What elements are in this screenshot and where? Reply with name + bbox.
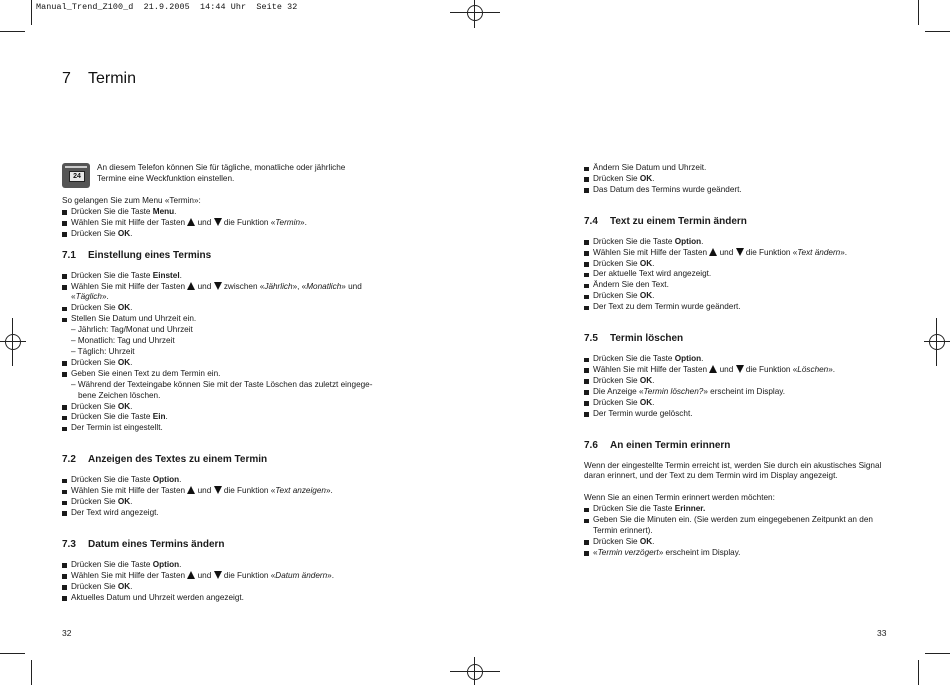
arrow-down-icon: [736, 365, 744, 373]
list-item: Geben Sie einen Text zu dem Termin ein.: [62, 369, 382, 380]
paragraph: Wenn der eingestellte Termin erreicht ist, werden Sie durch ein akustisches Signal: [584, 460, 882, 470]
registration-mark: [467, 664, 483, 680]
section-heading: 7.2 Anzeigen des Textes zu einem Termin: [62, 454, 268, 466]
crop-mark: [0, 31, 25, 32]
section-heading: 7.3 Datum eines Termins ändern: [62, 538, 225, 550]
list-item: Drücken Sie OK.: [62, 358, 382, 369]
list-item: «Termin verzögert» erscheint im Display.: [584, 548, 894, 559]
list-item: Geben Sie die Minuten ein. (Sie werden zum eingegebenen Zeitpunkt an den Termin erinnert).: [584, 515, 894, 537]
left-intro: [97, 163, 387, 185]
list-item: Drücken Sie OK.: [62, 402, 382, 413]
section-heading: 7.5 Termin löschen: [584, 333, 684, 345]
list-item: Drücken Sie die Taste Option.: [584, 237, 894, 248]
chapter-name: Termin: [88, 70, 137, 87]
arrow-down-icon: [214, 282, 222, 290]
list-item: Aktuelles Datum und Uhrzeit werden angezeigt.: [62, 593, 382, 604]
registration-mark: [5, 334, 21, 350]
calendar-icon-face: 24: [69, 171, 85, 182]
list-subitem: – Jährlich: Tag/Monat und Uhrzeit: [71, 325, 193, 335]
list-subitem: – Monatlich: Tag und Uhrzeit: [71, 336, 175, 346]
section-list: [62, 271, 382, 435]
chapter-title: [62, 70, 136, 88]
page-number-left: 32: [62, 628, 72, 638]
registration-line: [936, 318, 937, 366]
section-list: [584, 237, 894, 313]
registration-line: [450, 671, 500, 672]
page-number-right: 33: [877, 628, 887, 638]
paragraph: Wenn Sie an einen Termin erinnert werden möchten:: [584, 493, 775, 503]
access-text: So gelangen Sie zum Menu «Termin»:: [62, 196, 201, 205]
paragraph: daran erinnert, und der Text zu dem Termin wird im Display angezeigt.: [584, 471, 838, 481]
chapter-number: 7: [62, 70, 71, 87]
list-item: Wählen Sie mit Hilfe der Tasten und die Funktion «Löschen».: [584, 365, 894, 376]
registration-line: [450, 12, 500, 13]
list-item: Drücken Sie OK.: [584, 398, 894, 409]
section-list: [62, 560, 382, 604]
registration-mark: [467, 5, 483, 21]
crop-mark: [918, 0, 919, 25]
list-item: Der aktuelle Text wird angezeigt.: [584, 269, 894, 280]
list-item: Wählen Sie mit Hilfe der Tasten und die Funktion «Text anzeigen».: [62, 486, 382, 497]
list-item: Drücken Sie OK.: [584, 376, 894, 387]
list-item: Das Datum des Termins wurde geändert.: [584, 185, 894, 196]
list-item: Drücken Sie OK.: [584, 259, 894, 270]
calendar-icon: [62, 163, 90, 188]
list-item: Der Termin ist eingestellt.: [62, 423, 382, 434]
list-item: Der Text wird angezeigt.: [62, 508, 382, 519]
list-item: Ändern Sie den Text.: [584, 280, 894, 291]
list-subitem: – Täglich: Uhrzeit: [71, 346, 135, 356]
list-item: Drücken Sie OK.: [62, 497, 382, 508]
list-subitem: – Während der Texteingabe können Sie mit der Taste Löschen das zuletzt eingege-: [71, 379, 373, 389]
list-item: Der Termin wurde gelöscht.: [584, 409, 894, 420]
arrow-down-icon: [736, 248, 744, 256]
list-item: Drücken Sie OK.: [584, 174, 894, 185]
registration-line: [474, 0, 475, 28]
section-list: [584, 354, 894, 419]
list-item: Drücken Sie OK.: [62, 303, 382, 314]
crop-mark: [925, 653, 950, 654]
section-heading: 7.1 Einstellung eines Termins: [62, 249, 212, 261]
print-slug: Manual_Trend_Z100_d 21.9.2005 14:44 Uhr Seite 32: [36, 2, 298, 12]
section-heading: 7.4 Text zu einem Termin ändern: [584, 215, 747, 227]
list-item: Stellen Sie Datum und Uhrzeit ein.: [62, 314, 382, 325]
arrow-down-icon: [214, 218, 222, 226]
crop-mark: [925, 31, 950, 32]
registration-mark: [929, 334, 945, 350]
list-item: Die Anzeige «Termin löschen?» erscheint im Display.: [584, 387, 894, 398]
crop-mark: [0, 653, 25, 654]
list-item: Drücken Sie OK.: [62, 582, 382, 593]
list-item: Wählen Sie mit Hilfe der Tasten und die Funktion «Termin».: [62, 218, 382, 229]
registration-line: [924, 341, 950, 342]
list-item: Drücken Sie OK.: [584, 537, 894, 548]
list-item: Wählen Sie mit Hilfe der Tasten und die Funktion «Datum ändern».: [62, 571, 382, 582]
arrow-down-icon: [214, 486, 222, 494]
list-item: Drücken Sie die Taste Option.: [62, 560, 382, 571]
list-item: Drücken Sie die Taste Einstel.: [62, 271, 382, 282]
list-item: Wählen Sie mit Hilfe der Tasten und zwischen «Jährlich», «Monatlich» und «Täglich».: [62, 282, 382, 304]
access-list: [62, 207, 382, 240]
left-column: [62, 196, 382, 603]
calendar-icon-bar: [65, 166, 87, 168]
registration-line: [474, 657, 475, 685]
registration-line: [0, 341, 26, 342]
crop-mark: [31, 0, 32, 25]
list-item: Drücken Sie OK.: [62, 229, 382, 240]
arrow-down-icon: [214, 571, 222, 579]
list-item: Drücken Sie die Taste Menu.: [62, 207, 382, 218]
list-item: Wählen Sie mit Hilfe der Tasten und die Funktion «Text ändern».: [584, 248, 894, 259]
list-subitem: bene Zeichen löschen.: [78, 390, 161, 400]
crop-mark: [31, 660, 32, 685]
intro-line: An diesem Telefon können Sie für tägliche, monatliche oder jährliche: [97, 163, 346, 172]
list-item: Drücken Sie die Taste Ein.: [62, 412, 382, 423]
section-list: [584, 504, 894, 559]
section-heading: 7.6 An einen Termin erinnern: [584, 439, 731, 451]
list-item: Ändern Sie Datum und Uhrzeit.: [584, 163, 894, 174]
section-list: [584, 163, 894, 196]
list-item: Drücken Sie OK.: [584, 291, 894, 302]
list-item: Drücken Sie die Taste Option.: [62, 475, 382, 486]
list-item: Der Text zu dem Termin wurde geändert.: [584, 302, 894, 313]
list-item: Drücken Sie die Taste Erinner.: [584, 504, 894, 515]
section-list: [62, 475, 382, 519]
registration-line: [12, 318, 13, 366]
list-item: Drücken Sie die Taste Option.: [584, 354, 894, 365]
right-column: [584, 163, 894, 559]
intro-line: Termine eine Weckfunktion einstellen.: [97, 173, 235, 183]
crop-mark: [918, 660, 919, 685]
